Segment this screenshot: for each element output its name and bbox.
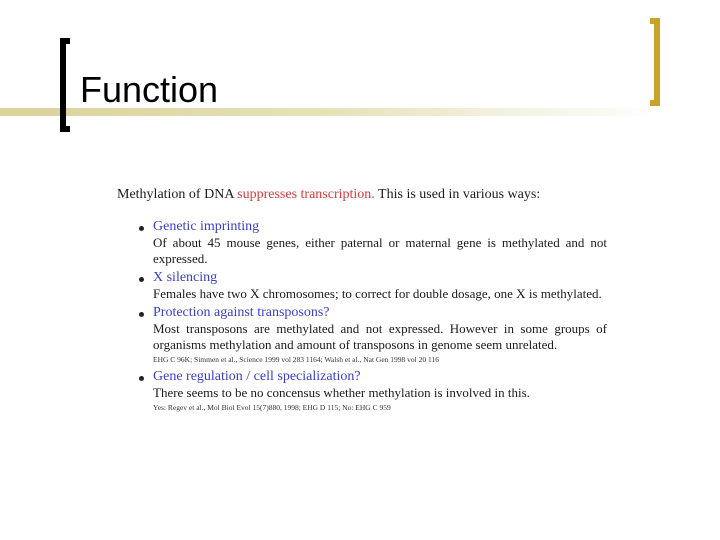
slide-content <box>117 185 607 417</box>
item-reference: EHG C 96K; Simmen et al., Science 1999 vol 283 1164; Walsh et al., Nat Gen 1998 vol 20 116 <box>153 355 439 364</box>
list-item <box>117 369 607 414</box>
item-description: There seems to be no concensus whether methylation is involved in this. <box>153 385 530 400</box>
item-reference: Yes: Regev et al., Mol Biol Evol 15(7)880, 1998; EHG D 115; No: EHG C 959 <box>153 403 391 412</box>
slide-title: Function <box>80 69 219 110</box>
bullet-dot-icon <box>139 226 144 231</box>
item-heading: Genetic imprinting <box>153 219 260 234</box>
bullet-dot-icon <box>139 312 144 317</box>
item-heading: Protection against transposons? <box>153 305 330 320</box>
item-description: Most transposons are methylated and not expressed. However in some groups of organisms methylation and amount of transposons in genome seem unrelated. <box>153 321 607 352</box>
intro-highlight: suppresses transcription. <box>237 187 375 202</box>
intro-text <box>117 185 607 205</box>
list-item <box>117 305 607 366</box>
item-description: Of about 45 mouse genes, either paternal or maternal gene is methylated and not expressed. <box>153 235 607 266</box>
item-description: Females have two X chromosomes; to correct for double dosage, one X is methylated. <box>153 286 602 301</box>
intro-suffix: This is used in various ways: <box>374 187 541 202</box>
bullet-dot-icon <box>139 277 144 282</box>
item-heading: X silencing <box>153 270 218 285</box>
list-item <box>117 219 607 267</box>
left-bracket-decoration <box>60 38 70 132</box>
item-heading: Gene regulation / cell specialization? <box>153 369 361 384</box>
intro-prefix: Methylation of DNA <box>117 187 238 202</box>
bullet-list <box>117 219 607 414</box>
list-item <box>117 270 607 302</box>
bullet-dot-icon <box>139 376 144 381</box>
right-bracket-decoration <box>650 18 660 106</box>
